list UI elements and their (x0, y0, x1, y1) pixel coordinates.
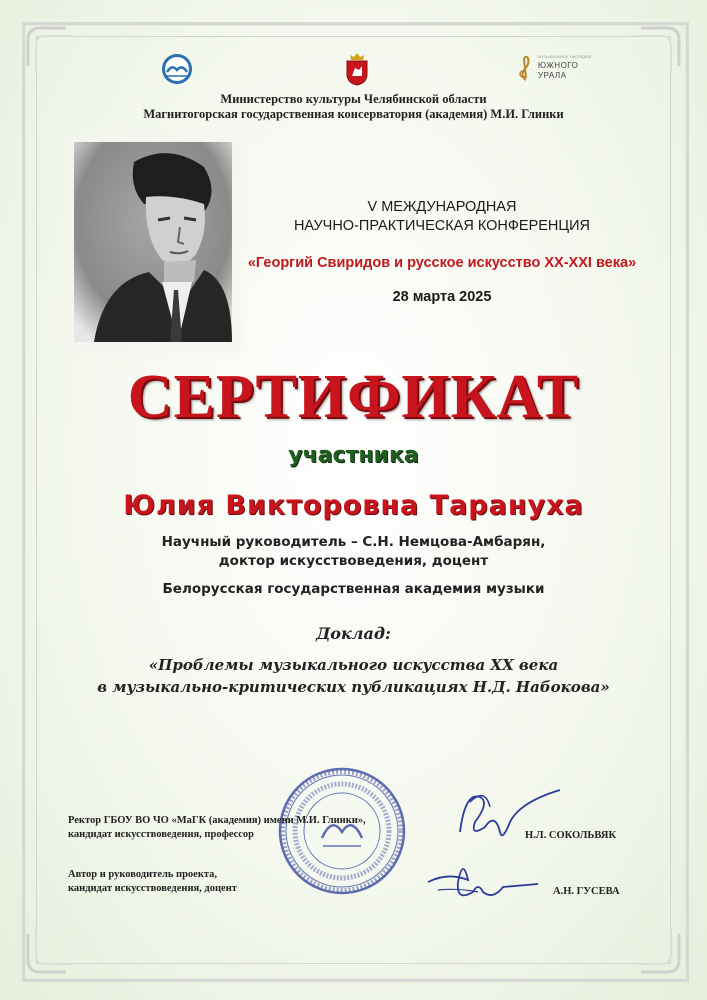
conservatory-line: Магнитогорская государственная консерватория (академия) М.И. Глинки (143, 107, 564, 121)
rector-title: Ректор ГБОУ ВО ЧО «МаГК (академия) имени М.И. Глинки», (68, 815, 366, 826)
conservatory-logo-icon (160, 52, 194, 86)
report-label: Доклад: (316, 624, 391, 643)
conference-title: «Георгий Свиридов и русское искусство XX-XXI века» (247, 255, 637, 271)
rector-degree: кандидат искусствоведения, профессор (68, 829, 255, 840)
logo-row (0, 52, 707, 92)
issuer-header (0, 92, 707, 122)
heritage-line3: УРАЛА (538, 71, 567, 80)
treble-clef-icon (518, 54, 534, 82)
corner-ornament (26, 914, 86, 974)
conference-date: 28 марта 2025 (392, 289, 492, 305)
ministry-line: Министерство культуры Челябинской области (220, 92, 487, 106)
report-title-line2: в музыкально-критических публикациях Н.Д. Набокова» (97, 678, 610, 696)
conference-type: НАУЧНО-ПРАКТИЧЕСКАЯ КОНФЕРЕНЦИЯ (293, 218, 591, 234)
portrait-figure (74, 142, 232, 342)
institution: Белорусская государственная академия музыки (162, 581, 545, 597)
conference-ordinal: V МЕЖДУНАРОДНАЯ (367, 199, 517, 215)
supervisor-degree: доктор искусствоведения, доцент (218, 553, 489, 569)
author-title: Автор и руководитель проекта, (68, 869, 218, 880)
official-stamp-icon (277, 766, 407, 896)
corner-ornament (621, 914, 681, 974)
heritage-line2: ЮЖНОГО (538, 61, 579, 70)
supervisor-line: Научный руководитель – С.Н. Немцова-Амбарян, (161, 534, 546, 550)
heritage-line1: МУЗЫКАЛЬНОЕ НАСЛЕДИЕ (538, 54, 592, 59)
music-heritage-logo (518, 52, 594, 86)
author-signature-icon (418, 852, 548, 912)
rector-signature-icon (440, 782, 570, 852)
participant-label: участника (288, 443, 419, 468)
coat-of-arms-icon (344, 52, 370, 86)
portrait-photo (74, 142, 232, 342)
rector-name: Н.Л. СОКОЛЬВЯК (525, 830, 617, 841)
recipient-name: Юлия Викторовна Тарануха (123, 490, 584, 521)
author-degree: кандидат искусствоведения, доцент (68, 883, 237, 894)
certificate-heading: СЕРТИФИКАТ (127, 363, 580, 431)
author-name: А.Н. ГУСЕВА (553, 886, 620, 897)
report-title-line1: «Проблемы музыкального искусства XX века (148, 656, 559, 674)
